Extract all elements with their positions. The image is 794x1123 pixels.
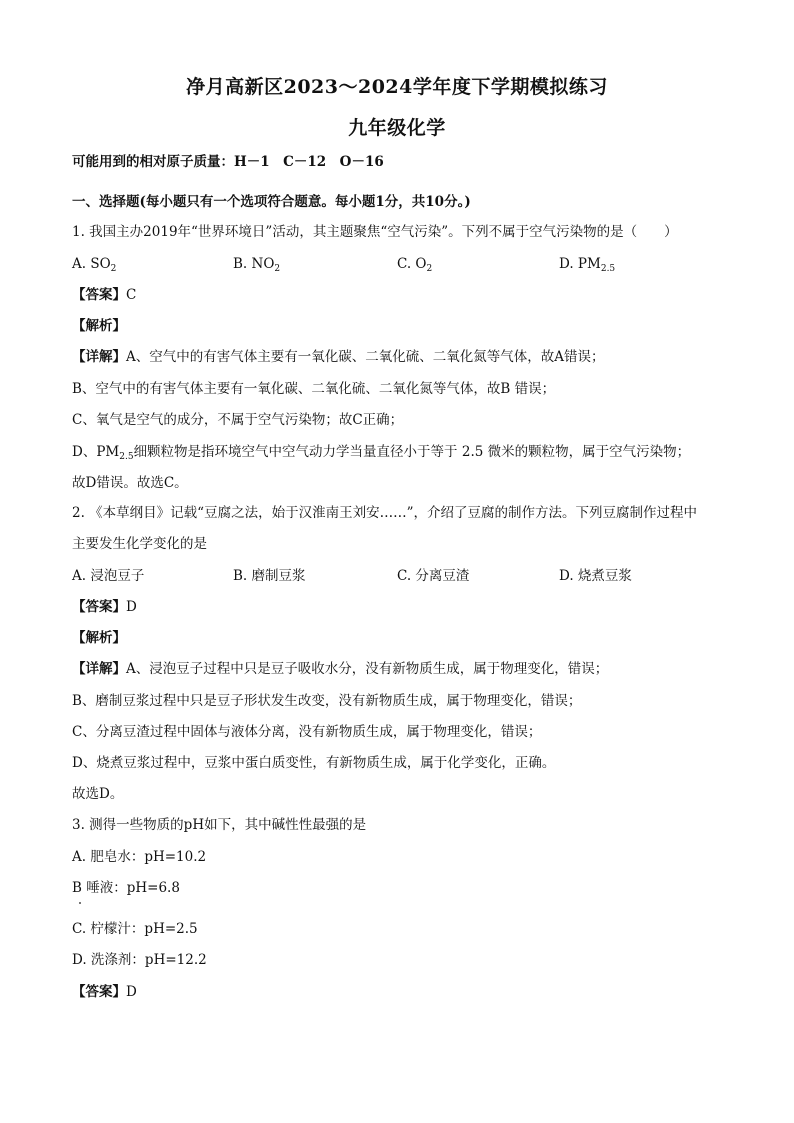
- label-tag: 【答案】: [72, 287, 126, 303]
- section-heading: 一、选择题(每小题只有一个选项符合题意。每小题1分，共10分。): [72, 194, 471, 210]
- q2-answer: 【答案】D: [72, 599, 137, 615]
- label-tag: 【详解】: [72, 661, 126, 677]
- q2-detail-d: D、烧煮豆浆过程中，豆浆中蛋白质变性，有新物质生成，属于化学变化，正确。: [72, 755, 556, 771]
- page-title: 净月高新区2023～2024学年度下学期模拟练习: [186, 76, 608, 98]
- page-subtitle: 九年级化学: [348, 117, 446, 139]
- q1-detail-d-post: 细颗粒物是指环境空气中空气动力学当量直径小于等于 2.5 微米的颗粒物，属于空气污染物；: [133, 444, 691, 460]
- q1-detail-d-sub: 2.5: [119, 452, 134, 462]
- q3-option-b: B 唾液：pH=6.8: [72, 880, 180, 896]
- q1-detail-b: B、空气中的有害气体主要有一氧化碳、二氧化硫、二氧化氮等气体，故B 错误；: [72, 381, 556, 397]
- q2-option-a: A. 浸泡豆子: [72, 568, 145, 584]
- q1-option-b-text: B. NO: [233, 256, 275, 272]
- q2-option-c: C. 分离豆渣: [397, 568, 470, 584]
- q1-detail-d-pre: D、PM: [72, 444, 120, 460]
- q1-option-d: [559, 254, 615, 274]
- label-tag: 【解析】: [72, 318, 126, 334]
- atomic-mass-line: 可能用到的相对原子质量：H－1 C－12 O－16: [72, 154, 384, 170]
- q1-detail-c: C、氧气是空气的成分，不属于空气污染物；故C正确；: [72, 412, 404, 428]
- q1-option-a-text: A. SO: [72, 256, 111, 272]
- q1-detail: 【详解】A、空气中的有害气体主要有一氧化碳、二氧化硫、二氧化氮等气体，故A错误；: [72, 349, 605, 365]
- label-tag: 【答案】: [72, 984, 126, 1000]
- q2-stem-line1: 2. 《本草纲目》记载“豆腐之法，始于汉淮南王刘安……”，介绍了豆腐的制作方法。下列豆腐制作过程中: [72, 505, 697, 521]
- q1-option-b: [233, 254, 280, 274]
- q1-option-d-text: D. PM: [559, 256, 601, 272]
- q2-option-d: D. 烧煮豆浆: [559, 568, 632, 584]
- label-tag: 【答案】: [72, 599, 126, 615]
- q3-option-d: D. 洗涤剂：pH=12.2: [72, 952, 207, 968]
- q1-option-b-sub: 2: [274, 264, 281, 274]
- stray-dot: [79, 902, 81, 904]
- q2-conclusion: 故选D。: [72, 786, 124, 802]
- q2-stem-line2: 主要发生化学变化的是: [72, 536, 207, 552]
- q2-detail-b: B、磨制豆浆过程中只是豆子形状发生改变，没有新物质生成，属于物理变化，错误；: [72, 693, 582, 709]
- q1-option-c-text: C. O: [397, 256, 427, 272]
- q1-option-c: [397, 254, 432, 274]
- q2-detail: 【详解】A、浸泡豆子过程中只是豆子吸收水分，没有新物质生成，属于物理变化，错误；: [72, 661, 609, 677]
- q2-option-b: B. 磨制豆浆: [233, 568, 306, 584]
- q3-option-a: A. 肥皂水：pH=10.2: [72, 849, 207, 865]
- q1-analysis: [72, 316, 126, 336]
- q1-answer: 【答案】C: [72, 287, 137, 303]
- q2-analysis: [72, 628, 126, 648]
- q1-conclusion: 故D错误。故选C。: [72, 475, 188, 491]
- label-tag: 【详解】: [72, 349, 126, 365]
- q1-detail-d: [72, 442, 690, 462]
- q1-option-d-sub: 2.5: [600, 264, 616, 274]
- q1-option-c-sub: 2: [426, 264, 433, 274]
- q3-stem: 3. 测得一些物质的pH如下，其中碱性性最强的是: [72, 817, 367, 833]
- q3-option-c: C. 柠檬汁：pH=2.5: [72, 921, 198, 937]
- q1-option-a: [72, 254, 116, 274]
- q1-option-a-sub: 2: [110, 264, 117, 274]
- label-tag: 【解析】: [72, 630, 126, 646]
- q1-stem: 1. 我国主办2019年“世界环境日”活动，其主题聚焦“空气污染”。下列不属于空气污染物的是（ ）: [72, 224, 678, 240]
- q2-detail-c: C、分离豆渣过程中固体与液体分离，没有新物质生成，属于物理变化，错误；: [72, 724, 542, 740]
- q3-answer: 【答案】D: [72, 984, 137, 1000]
